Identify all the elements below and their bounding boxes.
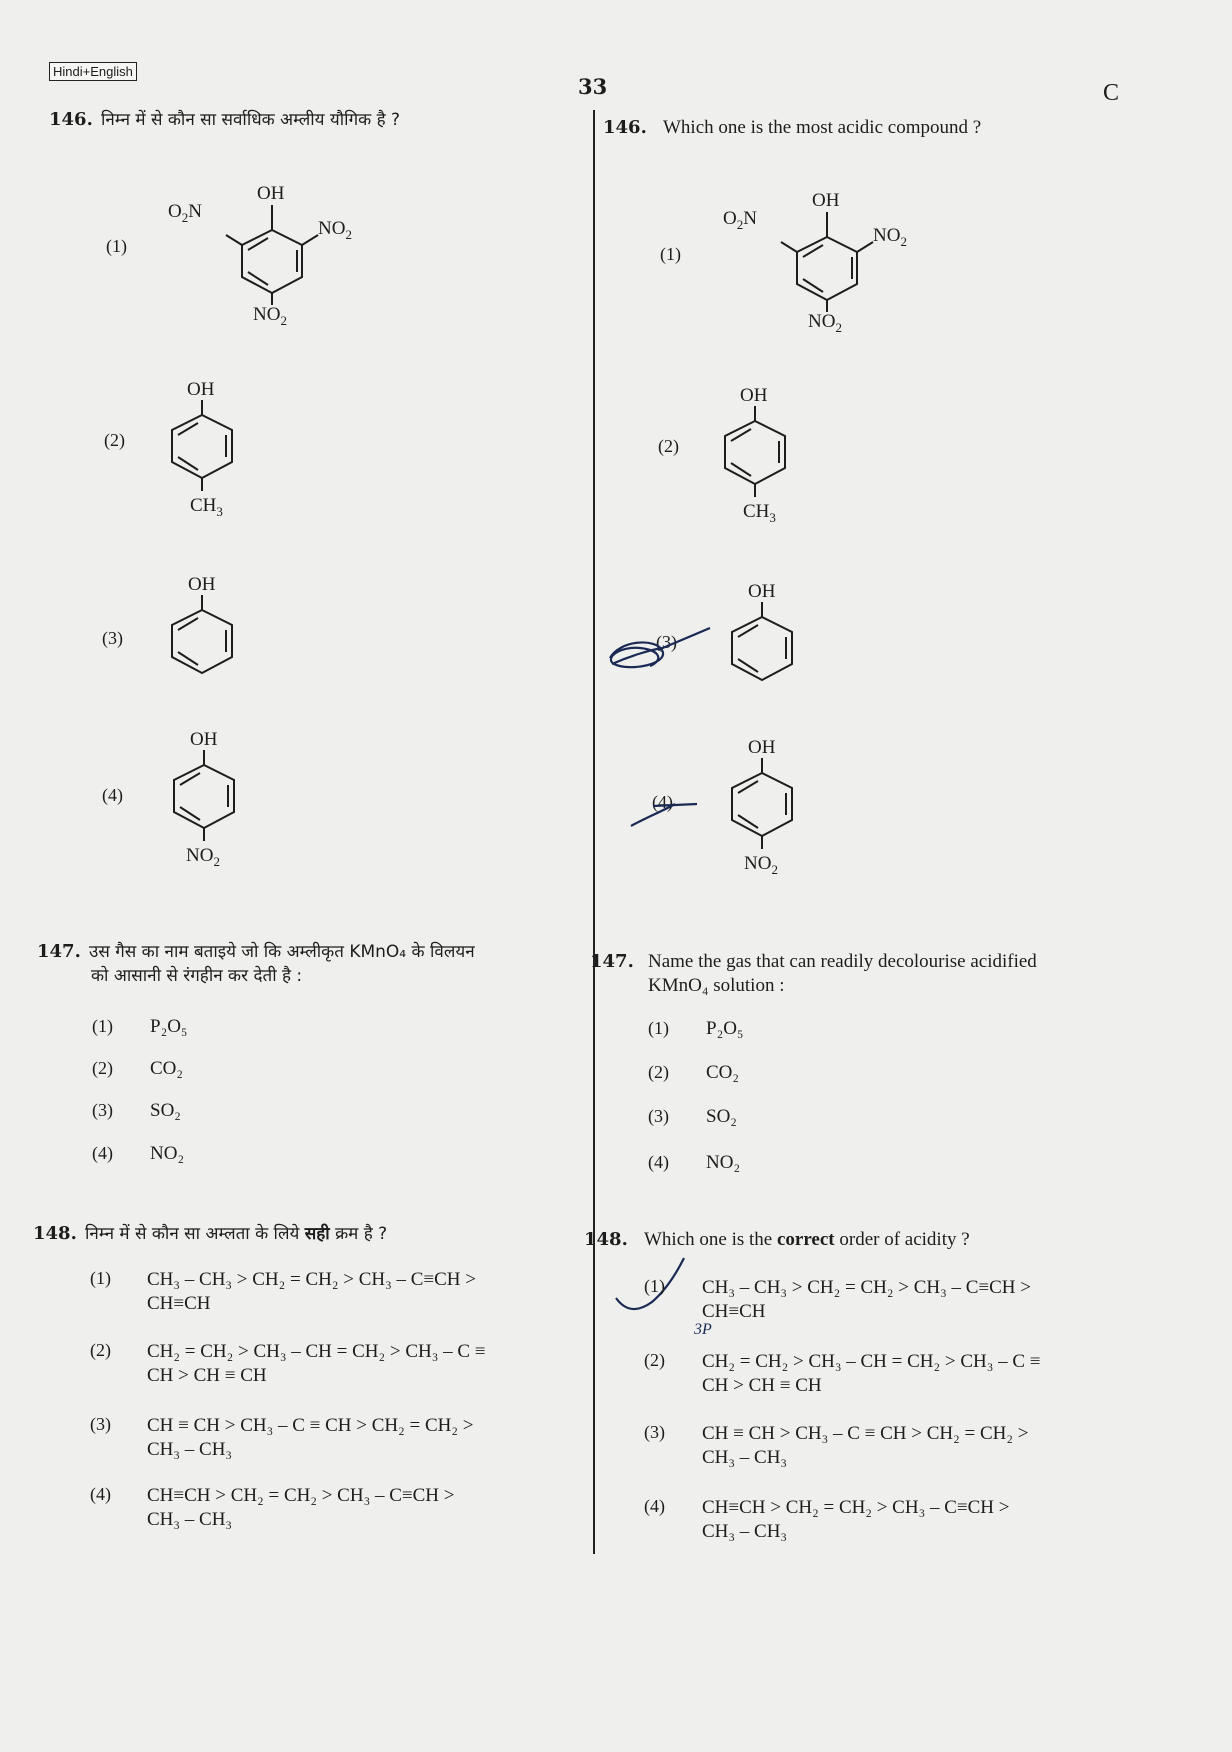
- q147-left-opt3-text: SO₂: [150, 1100, 181, 1121]
- q146-left-option-2-label: (2): [104, 430, 125, 450]
- question-number: 147.: [37, 941, 81, 962]
- pen-strike-mark: [625, 792, 705, 832]
- q148-hindi-heading: [33, 1222, 583, 1246]
- q146-right-option-4-label: (4): [652, 792, 673, 812]
- p-cresol-structure: [703, 374, 823, 524]
- svg-text:CH3: $CH_3$: [743, 501, 776, 525]
- svg-text:NO2: $NO_2$: [808, 311, 842, 335]
- svg-text:NO2: $NO_2$: [873, 225, 907, 249]
- svg-text:OH: OH: [740, 385, 768, 406]
- question-text-bold: सही: [304, 1224, 330, 1244]
- handwritten-note: 3P: [694, 1321, 712, 1338]
- q147-right-opt1-text: P₂O₅: [706, 1018, 744, 1039]
- pen-scribble-mark: [600, 620, 720, 680]
- svg-text:O2N: $O_2N$: [168, 201, 202, 225]
- q148-right-opt2-text: CH₂ = CH₂ > CH₃ – CH = CH₂ > CH₃ – C ≡ CH > CH ≡ CH: [702, 1351, 1041, 1396]
- q147-right-opt3-label: (3): [648, 1106, 669, 1126]
- q148-english-heading: [584, 1228, 1224, 1252]
- svg-text:OH: OH: [812, 190, 840, 211]
- q148-right-opt4-text: CH≡CH > CH₂ = CH₂ > CH₃ – C≡CH > CH₃ – CH₃: [702, 1497, 1010, 1542]
- column-divider: [593, 110, 595, 1554]
- q148-right-opt1-text: CH₃ – CH₃ > CH₂ = CH₂ > CH₃ – C≡CH > CH≡CH: [702, 1277, 1031, 1322]
- question-text-pre: Which one is the: [644, 1229, 777, 1250]
- question-text-pre: निम्न में से कौन सा अम्लता के लिये: [85, 1224, 305, 1244]
- svg-text:CH3: $CH_3$: [190, 495, 223, 519]
- svg-text:NO2: $NO_2$: [744, 853, 778, 877]
- q148-right-opt1-label: (1): [644, 1276, 665, 1296]
- question-text-line-2: को आसानी से रंगहीन कर देती है :: [91, 966, 303, 986]
- q147-right-opt1-label: (1): [648, 1018, 669, 1038]
- q147-left-opt2-label: (2): [92, 1058, 113, 1078]
- question-text-line-1: उस गैस का नाम बताइये जो कि अम्लीकृत KMnO₄ के विलयन: [89, 942, 475, 962]
- question-text: Which one is the most acidic compound ?: [663, 117, 982, 138]
- q147-hindi-heading: [37, 940, 577, 988]
- q146-right-option-1-label: (1): [660, 244, 681, 264]
- question-text-bold: correct: [776, 1229, 835, 1250]
- svg-text:OH: OH: [748, 737, 776, 758]
- q148-left-opt4-label: (4): [90, 1484, 111, 1504]
- phenol-structure: [702, 572, 822, 702]
- p-cresol-structure: [150, 368, 270, 518]
- q146-left-option-3-label: (3): [102, 628, 123, 648]
- p-nitrophenol-structure: [144, 720, 264, 870]
- p-nitrophenol-structure: [702, 728, 822, 878]
- svg-text:OH: OH: [190, 729, 218, 750]
- q147-left-opt1-text: P₂O₅: [150, 1016, 188, 1037]
- picric-acid-structure: [715, 172, 925, 335]
- phenol-structure: [142, 565, 262, 695]
- svg-text:NO2: $NO_2$: [318, 218, 352, 242]
- picric-acid-structure: [160, 165, 370, 328]
- q146-right-option-3-label: (3): [656, 632, 677, 652]
- svg-text:OH: OH: [188, 574, 216, 595]
- q147-english-heading: [590, 950, 1220, 998]
- q147-right-opt4-text: NO₂: [706, 1152, 741, 1173]
- q147-right-opt4-label: (4): [648, 1152, 669, 1172]
- svg-text:OH: OH: [187, 379, 215, 400]
- q148-right-opt3-label: (3): [644, 1422, 665, 1442]
- q148-right-opt2-label: (2): [644, 1350, 665, 1370]
- q146-left-option-4-label: (4): [102, 785, 123, 805]
- question-text-post: order of acidity ?: [834, 1229, 970, 1250]
- q146-left-option-1-label: (1): [106, 236, 127, 256]
- language-badge: Hindi+English: [49, 62, 137, 81]
- q148-left-opt3-text: CH ≡ CH > CH₃ – C ≡ CH > CH₂ = CH₂ > CH₃ – CH₃: [147, 1415, 474, 1460]
- page-number: 33: [578, 74, 608, 99]
- q147-left-opt3-label: (3): [92, 1100, 113, 1120]
- question-text-line-2: KMnO₄ solution :: [648, 975, 785, 996]
- question-number: 147.: [590, 951, 634, 972]
- q148-left-opt2-text: CH₂ = CH₂ > CH₃ – CH = CH₂ > CH₃ – C ≡ CH > CH ≡ CH: [147, 1341, 486, 1386]
- q147-left-opt4-label: (4): [92, 1143, 113, 1163]
- q148-right-opt4-label: (4): [644, 1496, 665, 1516]
- svg-text:NO2: $NO_2$: [186, 845, 220, 869]
- q146-right-option-2-label: (2): [658, 436, 679, 456]
- q147-right-opt3-text: SO₂: [706, 1106, 737, 1127]
- svg-text:NO2: $NO_2$: [253, 304, 287, 328]
- q148-left-opt3-label: (3): [90, 1414, 111, 1434]
- svg-text:OH: OH: [257, 183, 285, 204]
- svg-text:O2N: $O_2N$: [723, 208, 757, 232]
- q148-left-opt1-label: (1): [90, 1268, 111, 1288]
- question-number: 146.: [49, 109, 93, 130]
- q147-right-opt2-text: CO₂: [706, 1062, 740, 1083]
- question-number: 146.: [603, 117, 647, 138]
- q147-right-opt2-label: (2): [648, 1062, 669, 1082]
- set-code: C: [1103, 80, 1120, 106]
- question-number: 148.: [33, 1223, 77, 1244]
- q148-left-opt2-label: (2): [90, 1340, 111, 1360]
- question-text: निम्न में से कौन सा सर्वाधिक अम्लीय यौगिक है ?: [101, 110, 401, 130]
- q146-hindi-heading: [49, 108, 400, 132]
- svg-text:OH: OH: [748, 581, 776, 602]
- q146-english-heading: [603, 116, 981, 140]
- q147-left-opt1-label: (1): [92, 1016, 113, 1036]
- q148-right-opt3-text: CH ≡ CH > CH₃ – C ≡ CH > CH₂ = CH₂ > CH₃ – CH₃: [702, 1423, 1029, 1468]
- q148-left-opt4-text: CH≡CH > CH₂ = CH₂ > CH₃ – C≡CH > CH₃ – CH₃: [147, 1485, 455, 1530]
- q147-left-opt4-text: NO₂: [150, 1143, 185, 1164]
- q147-left-opt2-text: CO₂: [150, 1058, 184, 1079]
- question-text-post: क्रम है ?: [329, 1224, 388, 1244]
- q148-left-opt1-text: CH₃ – CH₃ > CH₂ = CH₂ > CH₃ – C≡CH > CH≡CH: [147, 1269, 476, 1314]
- question-text-line-1: Name the gas that can readily decolourise acidified: [648, 951, 1037, 972]
- question-number: 148.: [584, 1229, 628, 1250]
